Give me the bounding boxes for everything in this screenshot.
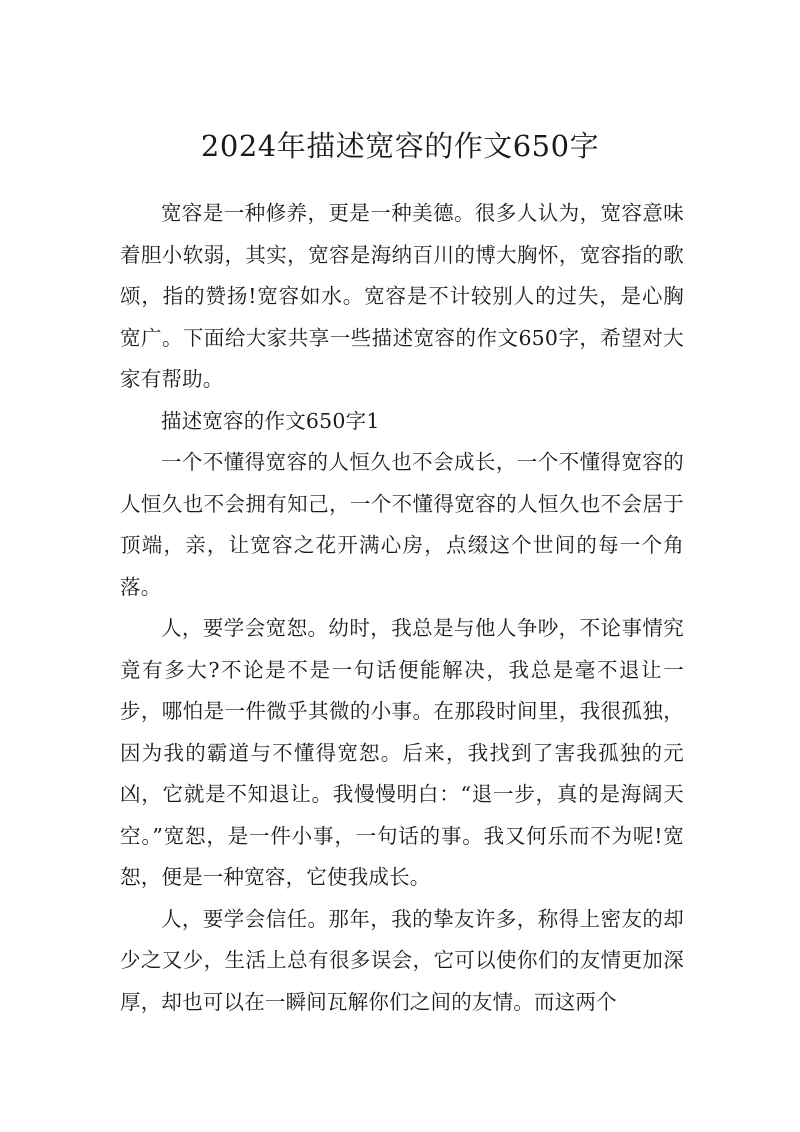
intro-paragraph: 宽容是一种修养，更是一种美德。很多人认为，宽容意味着胆小软弱，其实，宽容是海纳百川的博大胸怀，宽容指的歌颂，指的赞扬!宽容如水。宽容是不计较别人的过失，是心胸宽广。下面给大家共享一些描述宽容的作文650字，希望对大家有帮助。 (120, 201, 684, 391)
body-paragraph: 人，要学会信任。那年，我的挚友许多，称得上密友的却少之又少，生活上总有很多误会，它可以使你们的友情更加深厚，却也可以在一瞬间瓦解你们之间的友情。而这两个 (120, 906, 684, 1014)
section-heading: 描述宽容的作文650字1 (161, 408, 380, 433)
document-title: 2024年描述宽容的作文650字 (200, 129, 600, 163)
body-paragraph: 一个不懂得宽容的人恒久也不会成长，一个不懂得宽容的人恒久也不会拥有知己，一个不懂得宽容的人恒久也不会居于顶端，亲，让宽容之花开满心房，点缀这个世间的每一个角落。 (120, 450, 684, 599)
body-paragraph: 人，要学会宽恕。幼时，我总是与他人争吵，不论事情究竟有多大?不论是不是一句话便能解决，我总是毫不退让一步，哪怕是一件微乎其微的小事。在那段时间里，我很孤独，因为我的霸道与不懂得宽恕。后来，我找到了害我孤独的元凶，它就是不知退让。我慢慢明白：“退一步，真的是海阔天空。”宽恕，是一件小事，一句话的事。我又何乐而不为呢!宽恕，便是一种宽容，它使我成长。 (120, 616, 684, 889)
document-body (120, 193, 684, 1023)
